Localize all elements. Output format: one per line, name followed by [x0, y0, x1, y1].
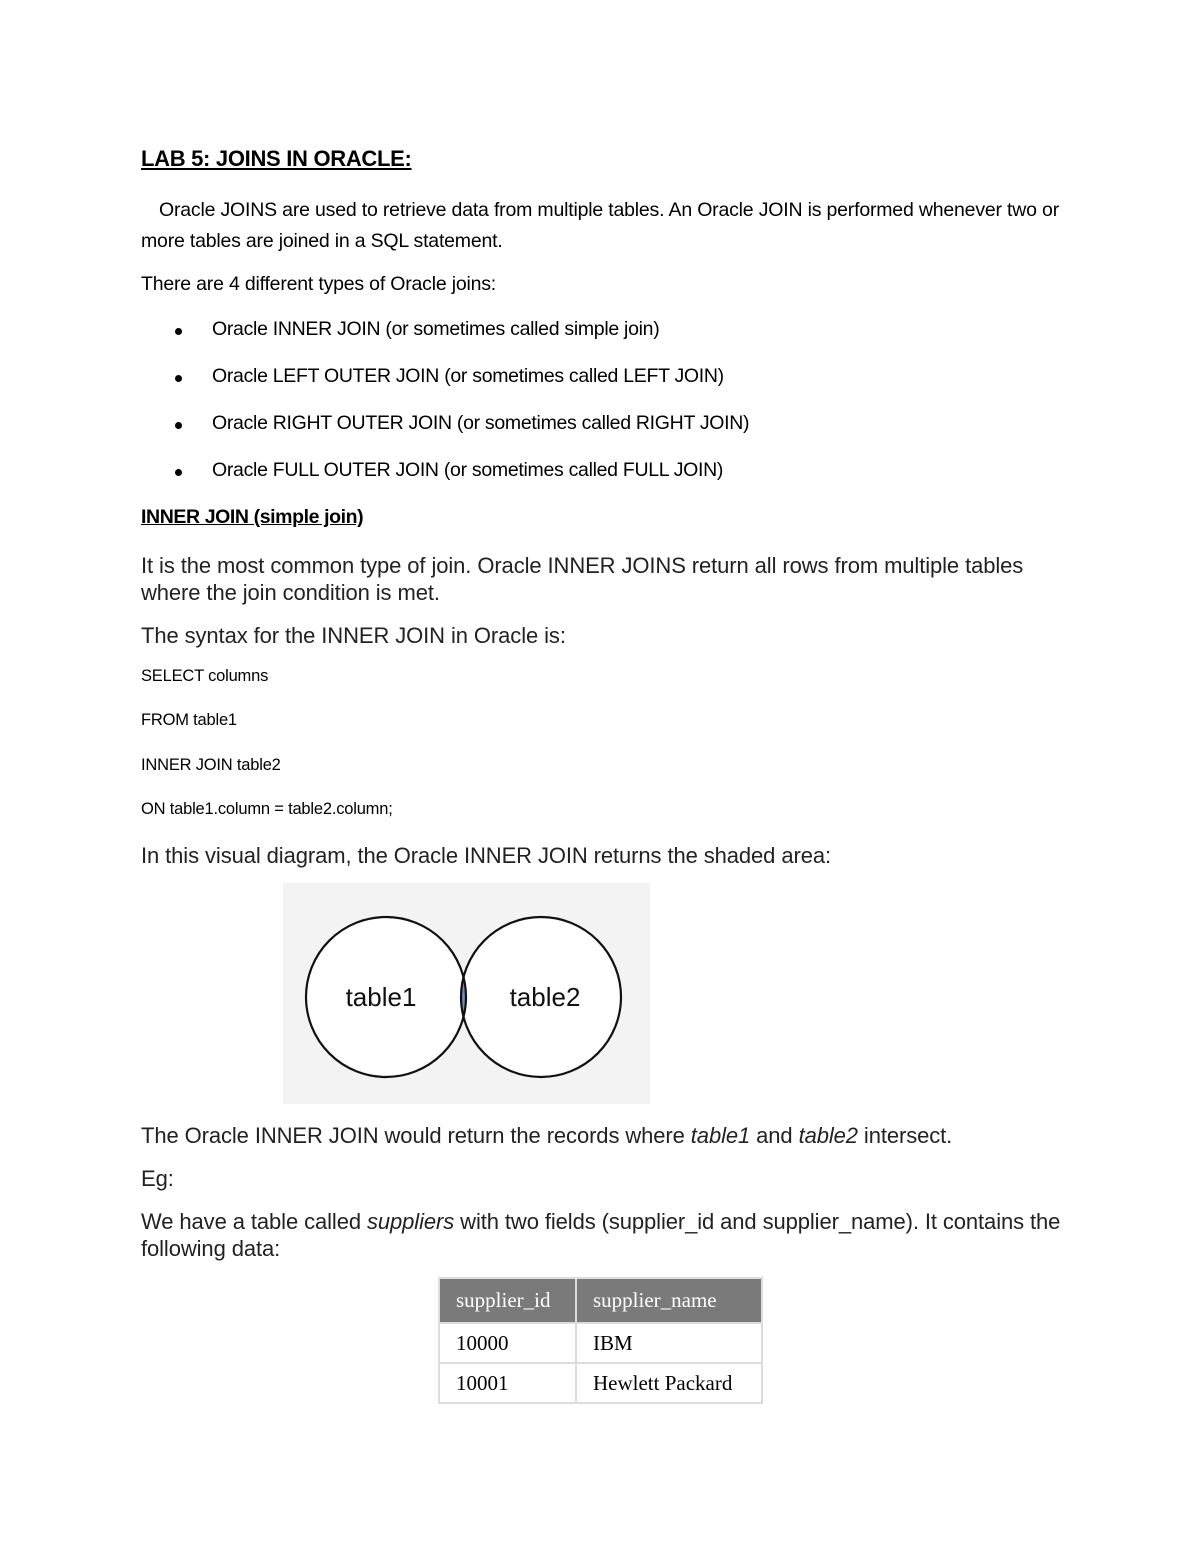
list-item: Oracle RIGHT OUTER JOIN (or sometimes called RIGHT JOIN) [141, 412, 749, 459]
list-item: Oracle INNER JOIN (or sometimes called simple join) [141, 318, 749, 365]
result-sentence: The Oracle INNER JOIN would return the records where table1 and table2 intersect. [141, 1123, 953, 1148]
bullet-icon [175, 469, 182, 476]
bullet-icon [175, 375, 182, 382]
syntax-line: INNER JOIN table2 [141, 756, 281, 774]
table-cell: IBM [576, 1323, 762, 1363]
column-header: supplier_name [576, 1278, 762, 1323]
left-label: table1 [345, 982, 417, 1012]
syntax-line: SELECT columns [141, 667, 269, 685]
suppliers-ref: suppliers [367, 1209, 455, 1234]
syntax-line: FROM table1 [141, 711, 237, 729]
venn-diagram [283, 883, 650, 1104]
table2-ref: table2 [798, 1123, 858, 1148]
diagram-intro: In this visual diagram, the Oracle INNER JOIN returns the shaded area: [141, 843, 831, 868]
column-header: supplier_id [439, 1278, 576, 1323]
types-intro: There are 4 different types of Oracle joins: [141, 273, 497, 295]
syntax-line: ON table1.column = table2.column; [141, 800, 393, 818]
table-row [439, 1323, 762, 1363]
inner-join-description: It is the most common type of join. Oracle INNER JOINS return all rows from multiple tables where the join condition is met. [141, 553, 1024, 605]
table-header-row [439, 1278, 762, 1323]
intro-paragraph: Oracle JOINS are used to retrieve data from multiple tables. An Oracle JOIN is performed whenever two or more tables are joined in a SQL statement. [141, 199, 1059, 252]
table-row [439, 1363, 762, 1403]
example-description: We have a table called suppliers with two fields (supplier_id and supplier_name). It contains the following data: [141, 1209, 1061, 1261]
inner-join-heading: INNER JOIN (simple join) [141, 506, 364, 528]
venn-svg [283, 883, 650, 1104]
example-label: Eg: [141, 1166, 174, 1191]
right-label: table2 [509, 982, 581, 1012]
bullet-icon [175, 422, 182, 429]
syntax-intro: The syntax for the INNER JOIN in Oracle is: [141, 623, 566, 648]
join-types-list [141, 318, 749, 506]
table-cell: 10000 [439, 1323, 576, 1363]
list-item: Oracle LEFT OUTER JOIN (or sometimes called LEFT JOIN) [141, 365, 749, 412]
table1-ref: table1 [690, 1123, 751, 1148]
list-item: Oracle FULL OUTER JOIN (or sometimes called FULL JOIN) [141, 459, 749, 506]
bullet-icon [175, 328, 182, 335]
page-title: LAB 5: JOINS IN ORACLE: [141, 146, 412, 171]
table-cell: Hewlett Packard [576, 1363, 762, 1403]
table-cell: 10001 [439, 1363, 576, 1403]
suppliers-table [438, 1277, 763, 1404]
